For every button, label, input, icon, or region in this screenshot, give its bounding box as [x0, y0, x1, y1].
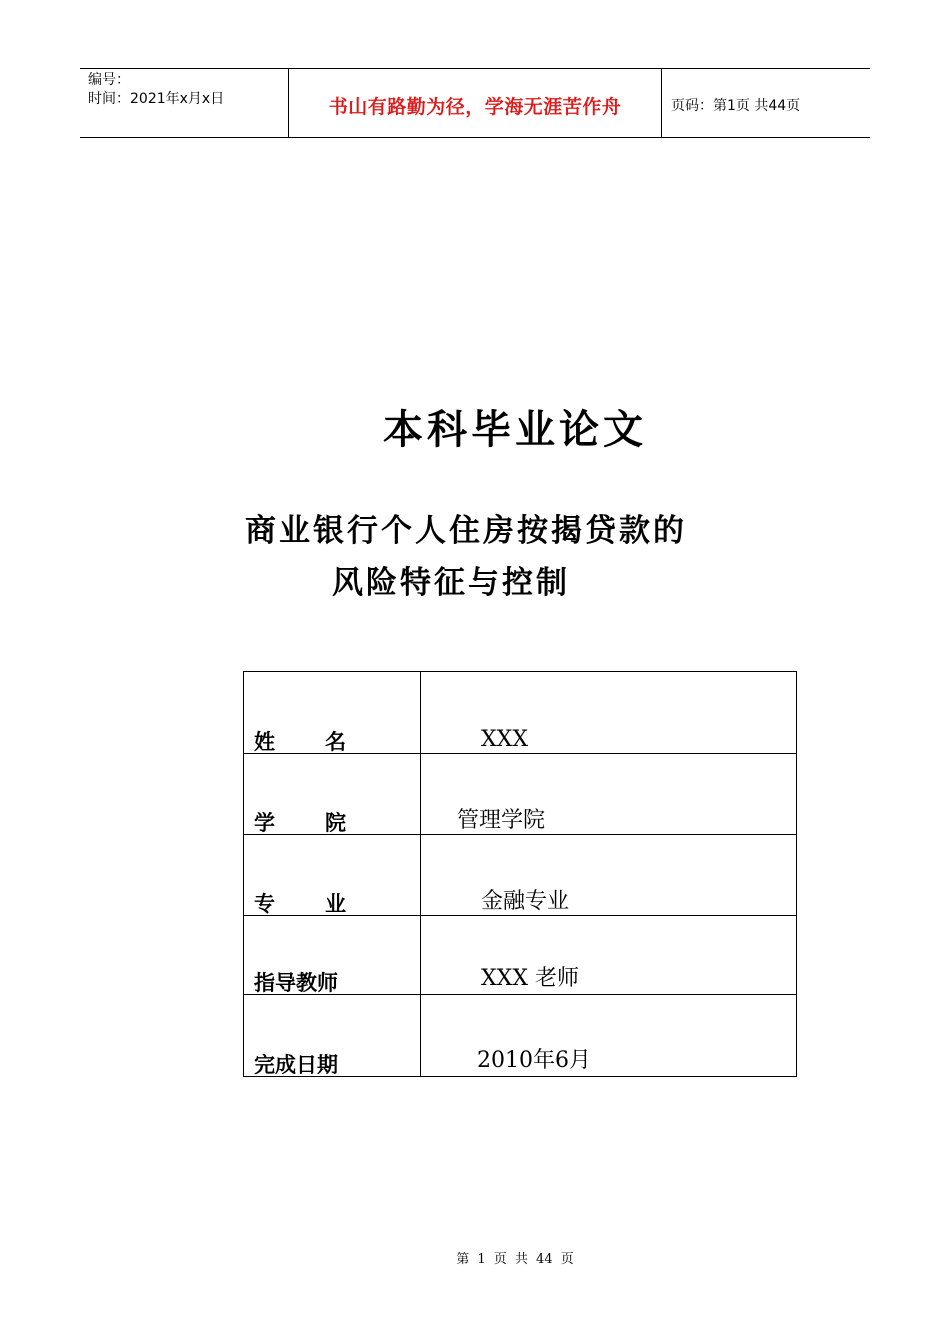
header-meta: [80, 69, 289, 137]
header-motto: 书山有路勤为径，学海无涯苦作舟: [289, 69, 662, 137]
thesis-subtitle-line1: 商业银行个人住房按揭贷款的: [245, 513, 687, 549]
college-value: 管理学院: [421, 754, 797, 835]
date-label: 完成日期: [244, 995, 421, 1077]
name-label: 姓 名: [244, 672, 421, 754]
header-page-info: 页码：第1页 共44页: [671, 98, 801, 114]
table-row: [244, 995, 797, 1077]
time-label: 时间：2021年x月x日: [88, 91, 225, 107]
major-label: 专 业: [244, 835, 421, 916]
page-header: [80, 68, 870, 138]
thesis-title: 本科毕业论文: [383, 406, 647, 453]
table-row: [244, 754, 797, 835]
date-value: 2010年6月: [421, 995, 797, 1077]
major-value: 金融专业: [421, 835, 797, 916]
table-row: [244, 672, 797, 754]
thesis-subtitle-line2: 风险特征与控制: [332, 565, 570, 601]
advisor-value: XXX 老师: [421, 916, 797, 995]
name-value: XXX: [421, 672, 797, 754]
college-label: 学 院: [244, 754, 421, 835]
table-row: [244, 916, 797, 995]
table-row: [244, 835, 797, 916]
number-label: 编号：: [88, 72, 130, 88]
page-footer: 第 1 页 共 44 页: [456, 1252, 574, 1267]
student-info-table: [243, 671, 797, 1077]
advisor-label: 指导教师: [244, 916, 421, 995]
